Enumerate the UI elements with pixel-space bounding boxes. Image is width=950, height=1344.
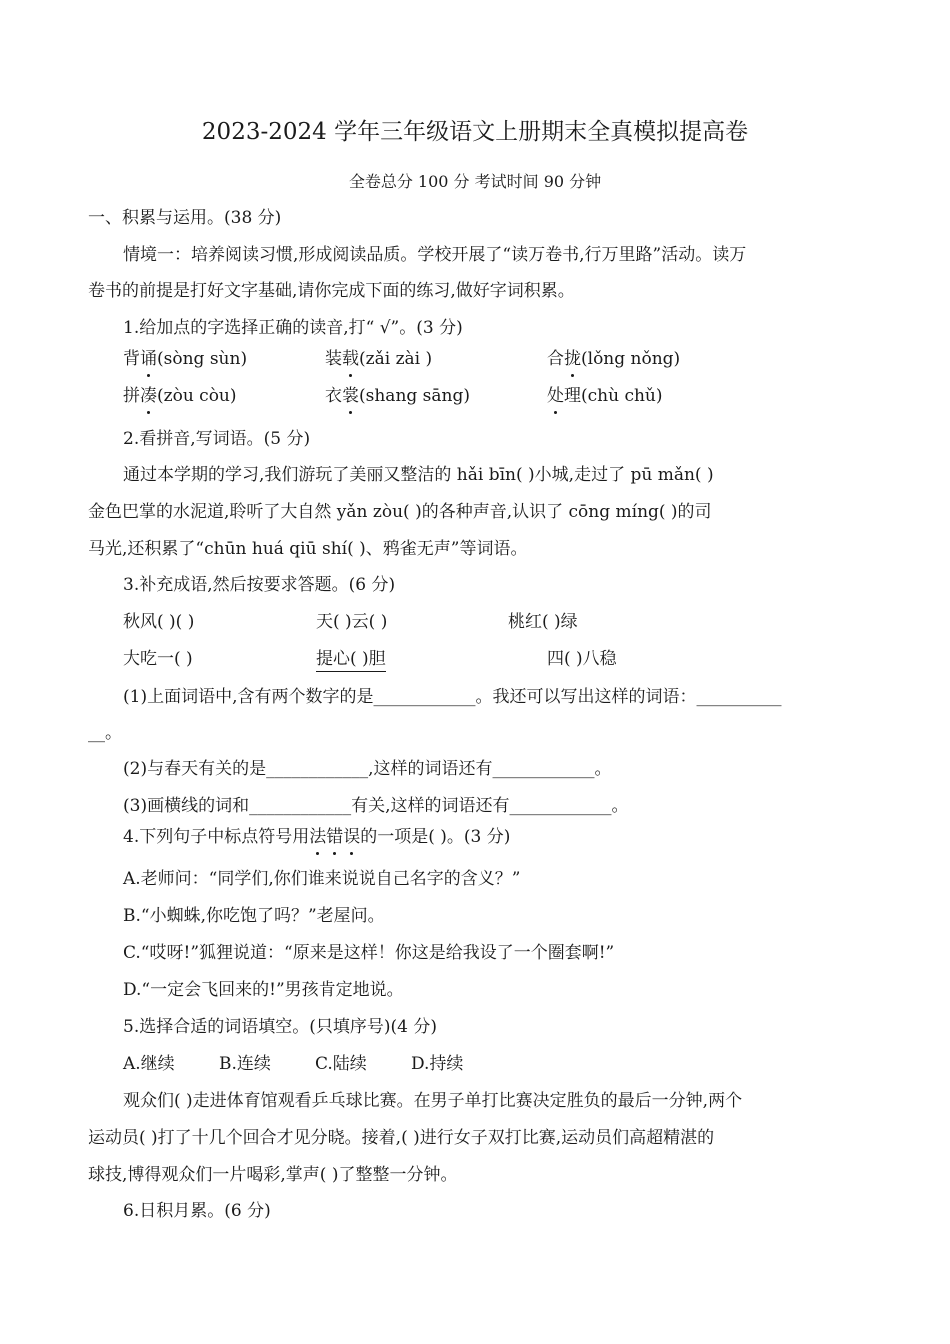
dotted-char: 载 <box>342 349 359 369</box>
dotted-char: 误 <box>343 827 361 847</box>
pinyin-choice[interactable]: 合拢(lǒng nǒng) <box>547 349 681 369</box>
question-5-stem: 5.选择合适的词语填空。(只填序号)(4 分) <box>123 1017 437 1037</box>
question-6-stem: 6.日积月累。(6 分) <box>123 1201 271 1221</box>
question-3-sub[interactable]: (3)画横线的词和____________有关,这样的词语还有____________。 <box>123 796 629 816</box>
question-1-stem: 1.给加点的字选择正确的读音,打“ √”。(3 分) <box>123 318 463 338</box>
question-2-stem: 2.看拼音,写词语。(5 分) <box>123 429 311 449</box>
dotted-char: 错 <box>326 827 344 847</box>
idiom-blank-underlined[interactable]: 提心( )胆 <box>316 647 386 672</box>
dotted-char: 凑 <box>140 386 157 406</box>
question-2-text[interactable]: 马光,还积累了“chūn huá qiū shí( )、鸦雀无声”等词语。 <box>88 539 528 559</box>
word-option: C.陆续 <box>315 1054 367 1074</box>
idiom-blank[interactable]: 天( )云( ) <box>316 612 388 632</box>
dotted-char: 处 <box>547 386 564 406</box>
question-2-text[interactable]: 通过本学期的学习,我们游玩了美丽又整洁的 hǎi bīn( )小城,走过了 pū mǎn( ) <box>123 465 714 485</box>
idiom-blank[interactable]: 秋风( )( ) <box>123 612 195 632</box>
dotted-char: 裳 <box>342 386 359 406</box>
page-subtitle: 全卷总分 100 分 考试时间 90 分钟 <box>348 172 602 191</box>
pinyin-choice[interactable]: 装载(zǎi zài ) <box>325 349 433 369</box>
pinyin-choice[interactable]: 背诵(sòng sùn) <box>123 349 248 369</box>
option-b[interactable]: B.“小蜘蛛,你吃饱了吗？”老屋问。 <box>123 906 385 926</box>
pinyin-choice[interactable]: 处理(chù chǔ) <box>547 386 663 406</box>
idiom-blank[interactable]: 四( )八稳 <box>547 649 617 669</box>
idiom-blank[interactable]: 桃红( )绿 <box>508 612 578 632</box>
question-5-text[interactable]: 运动员( )打了十几个回合才见分晓。接着,( )进行女子双打比赛,运动员们高超精湛的 <box>88 1128 715 1148</box>
question-2-text[interactable]: 金色巴掌的水泥道,聆听了大自然 yǎn zòu( )的各种声音,认识了 cōng míng( )的司 <box>88 502 712 522</box>
question-3-stem: 3.补充成语,然后按要求答题。(6 分) <box>123 575 396 595</box>
option-d[interactable]: D.“一定会飞回来的!”男孩肯定地说。 <box>123 980 404 1000</box>
word-option: A.继续 <box>123 1054 175 1074</box>
option-a[interactable]: A.老师问：“同学们,你们谁来说说自己名字的含义？” <box>123 869 521 889</box>
dotted-char: 法 <box>309 827 327 847</box>
pinyin-choice[interactable]: 拼凑(zòu còu) <box>123 386 237 406</box>
option-c[interactable]: C.“哎呀!”狐狸说道：“原来是这样！你这是给我设了一个圈套啊!” <box>123 943 615 963</box>
question-3-sub[interactable]: __。 <box>88 723 122 743</box>
dotted-char: 诵 <box>140 349 157 369</box>
question-5-text[interactable]: 球技,博得观众们一片喝彩,掌声( )了整整一分钟。 <box>88 1165 458 1185</box>
idiom-blank[interactable]: 大吃一( ) <box>123 649 193 669</box>
context-paragraph-line: 卷书的前提是打好文字基础,请你完成下面的练习,做好字词积累。 <box>88 281 575 301</box>
pinyin-choice[interactable]: 衣裳(shang sāng) <box>325 386 470 406</box>
word-option: B.连续 <box>219 1054 271 1074</box>
word-option: D.持续 <box>411 1054 464 1074</box>
section-heading: 一、积累与运用。(38 分) <box>88 208 282 228</box>
question-4-stem: 4.下列句子中标点符号用法错误的一项是( )。(3 分) <box>123 827 511 847</box>
question-3-sub[interactable]: (1)上面词语中,含有两个数字的是____________。我还可以写出这样的词语：__________ <box>123 687 782 707</box>
page-title: 2023-2024 学年三年级语文上册期末全真模拟提高卷 <box>201 119 749 145</box>
dotted-char: 拢 <box>564 349 581 369</box>
question-3-sub[interactable]: (2)与春天有关的是____________,这样的词语还有____________。 <box>123 759 612 779</box>
question-5-text[interactable]: 观众们( )走进体育馆观看乒乓球比赛。在男子单打比赛决定胜负的最后一分钟,两个 <box>123 1091 743 1111</box>
context-paragraph-line: 情境一：培养阅读习惯,形成阅读品质。学校开展了“读万卷书,行万里路”活动。读万 <box>123 245 747 265</box>
